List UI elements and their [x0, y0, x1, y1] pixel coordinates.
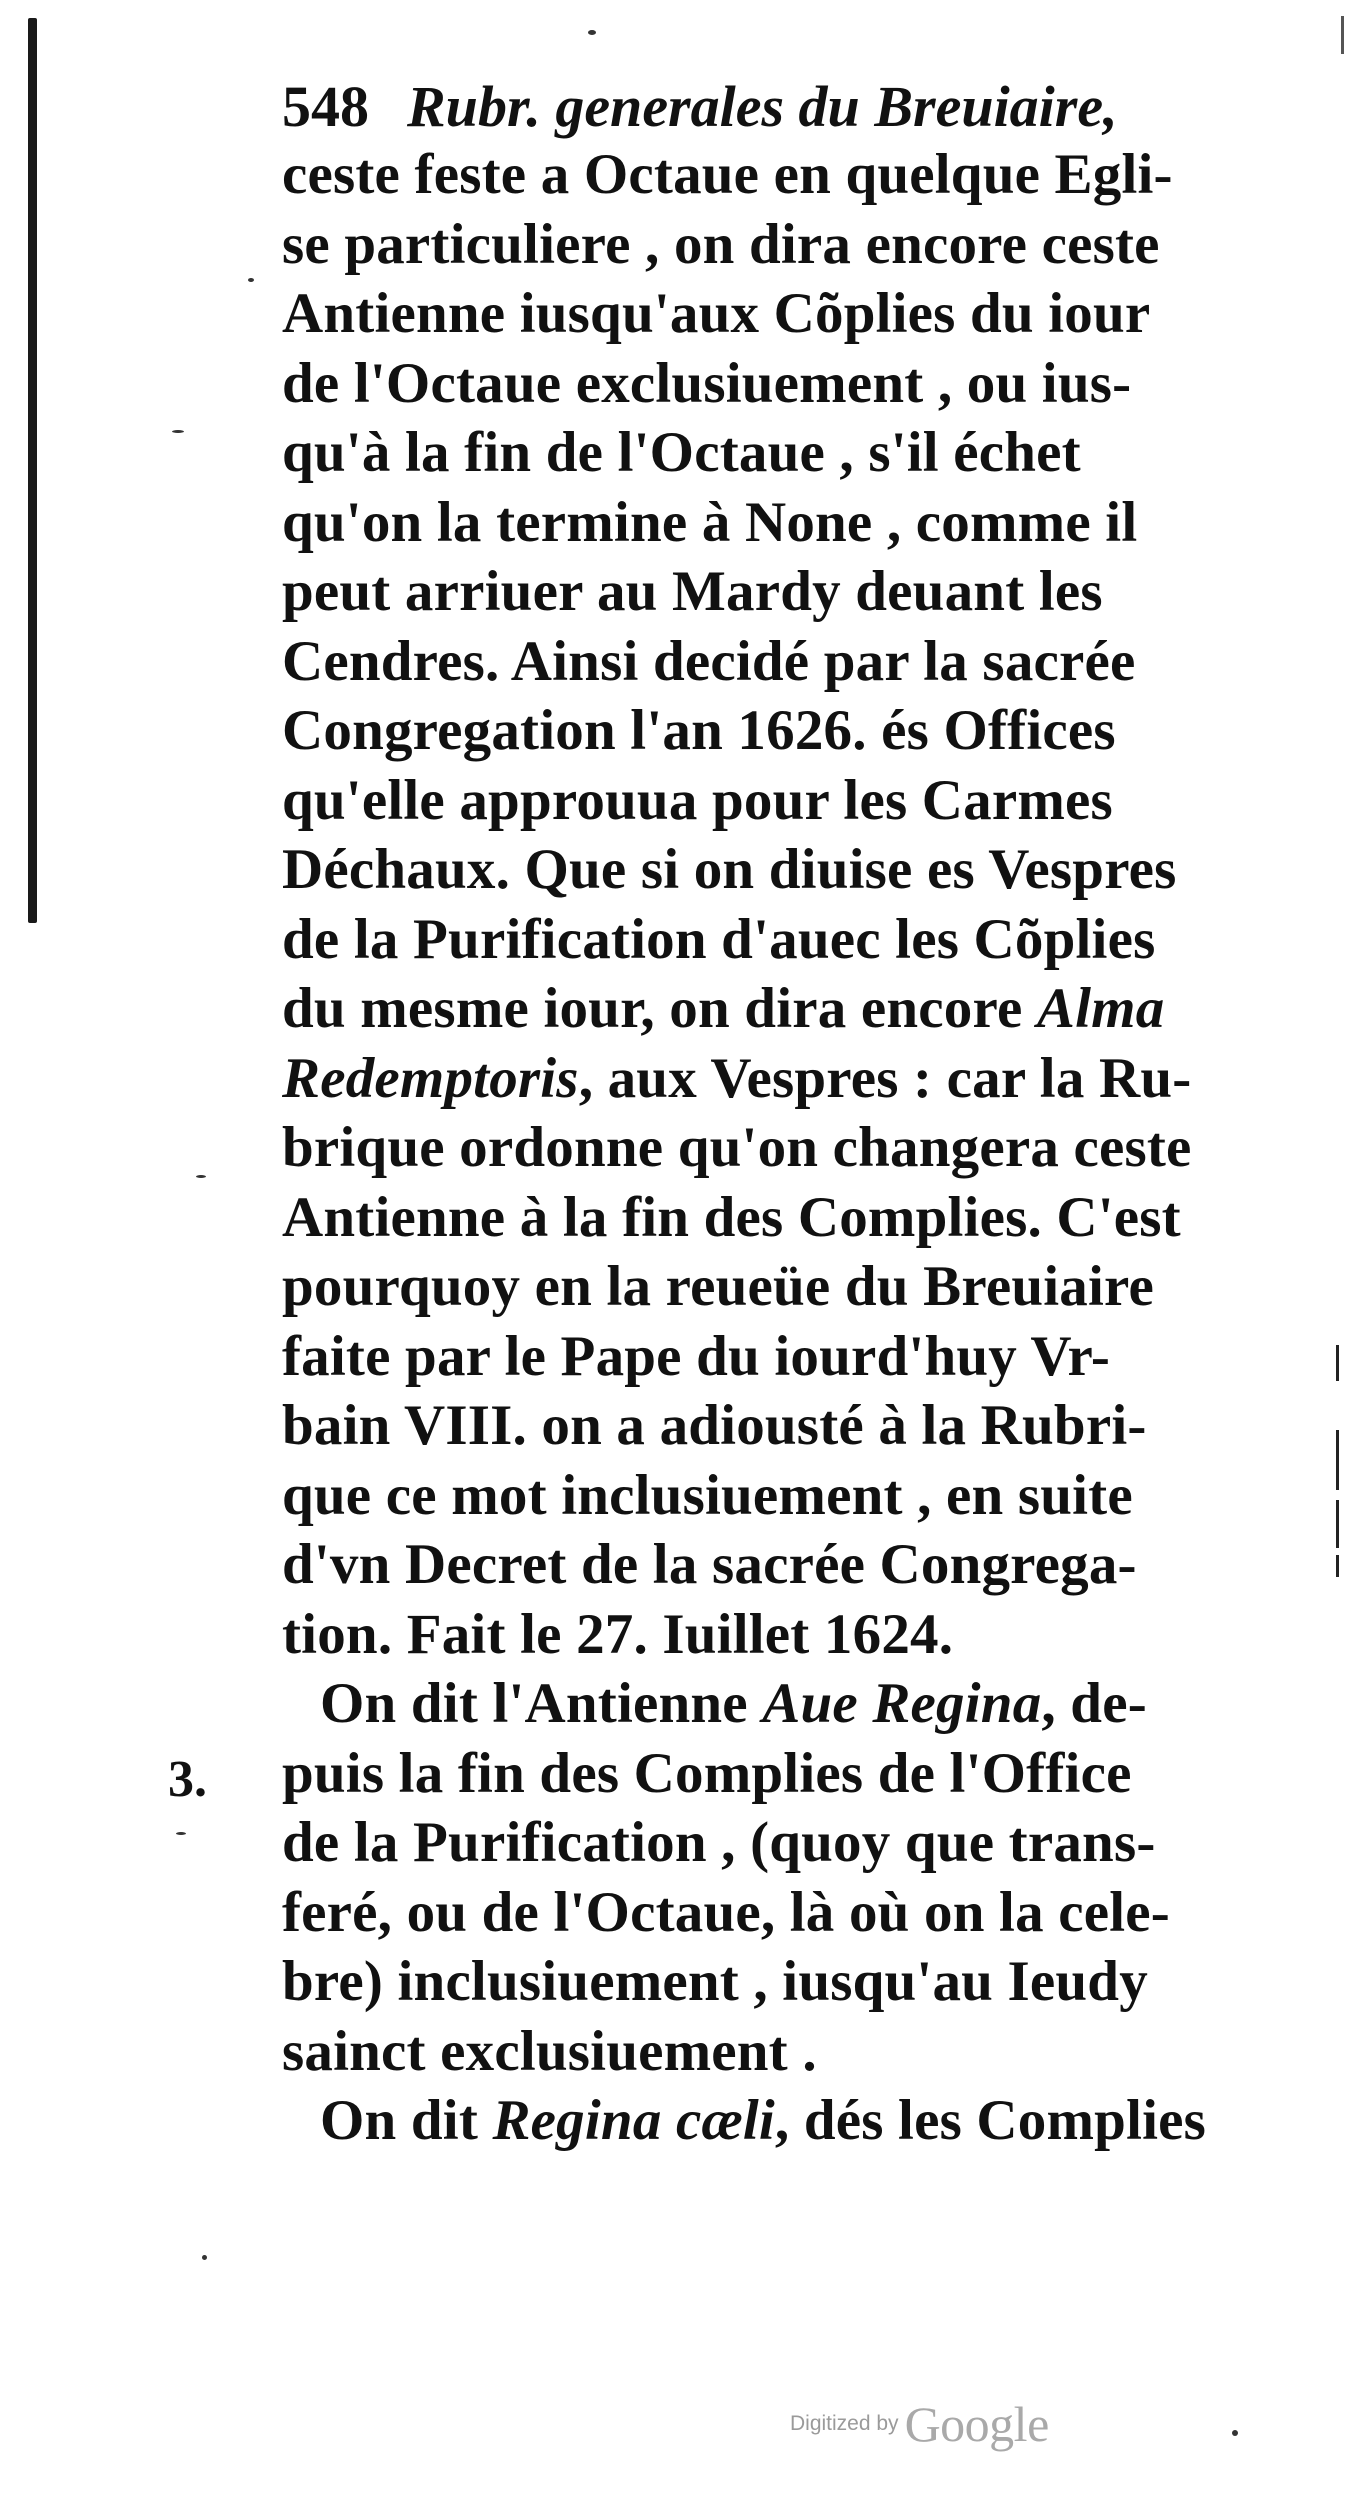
text-line — [282, 349, 1262, 419]
text-line — [282, 1808, 1262, 1878]
text-segment: Déchaux. Que si on diuise es Vespres — [282, 838, 1177, 901]
ink-speck — [196, 1175, 206, 1178]
body-text — [282, 140, 1262, 2156]
digitization-watermark — [790, 2395, 1049, 2455]
text-segment: puis la fin des Complies de l'Office — [282, 1741, 1132, 1805]
text-segment: peut arriuer au Mardy deuant les — [282, 560, 1103, 623]
text-segment: que ce mot inclusiuement , en suite — [282, 1463, 1133, 1527]
text-line — [282, 1739, 1262, 1809]
text-segment: du mesme iour, on dira encore — [282, 977, 1037, 1040]
text-line — [282, 1600, 1262, 1670]
text-segment: tion. Fait le 27. Iuillet 1624. — [282, 1602, 954, 1666]
text-line — [282, 210, 1262, 280]
text-segment: On dit l'Antienne — [320, 1672, 763, 1735]
text-segment: pourquoy en la reueüe du Breuiaire — [282, 1255, 1154, 1318]
right-edge-mark — [1341, 16, 1344, 54]
text-line — [282, 766, 1262, 836]
italic-text: Redemptoris — [282, 1046, 579, 1110]
margin-mark — [1336, 1345, 1339, 1381]
text-line — [282, 1391, 1262, 1461]
text-line — [282, 1947, 1262, 2017]
text-segment: bre) inclusiuement , iusqu'au Ieudy — [282, 1950, 1148, 2013]
margin-mark — [1336, 1430, 1339, 1490]
text-line — [282, 2017, 1262, 2087]
text-segment: sainct exclusiuement . — [282, 2019, 817, 2083]
italic-text: Regina cæli — [492, 2089, 775, 2152]
text-line — [282, 1183, 1262, 1253]
text-segment: brique ordonne qu'on changera ceste — [282, 1116, 1192, 1179]
binding-edge — [28, 18, 37, 923]
paragraph-number: 3. — [168, 1751, 207, 1808]
italic-text: Aue Regina — [762, 1672, 1042, 1735]
text-segment: de la Purification d'auec les Cõplies — [282, 907, 1156, 971]
google-logo: Google — [904, 2396, 1049, 2452]
margin-mark — [1336, 1555, 1339, 1577]
text-line — [282, 627, 1262, 697]
margin-mark — [1336, 1500, 1339, 1548]
text-line — [282, 557, 1262, 627]
ink-speck — [172, 430, 184, 433]
ink-speck — [248, 278, 254, 282]
text-segment: Antienne à la fin des Complies. C'est — [282, 1185, 1181, 1249]
ink-speck — [1232, 2430, 1238, 2436]
text-segment: qu'à la fin de l'Octaue , s'il échet — [282, 421, 1081, 484]
text-line — [282, 1461, 1262, 1531]
text-line — [282, 905, 1262, 975]
text-segment: qu'elle approuua pour les Carmes — [282, 768, 1113, 832]
text-segment: faite par le Pape du iourd'huy Vr- — [282, 1324, 1111, 1388]
text-line — [282, 1113, 1262, 1183]
text-line — [282, 696, 1262, 766]
text-line — [282, 1252, 1262, 1322]
text-line — [282, 1878, 1262, 1948]
watermark-prefix: Digitized by — [790, 2412, 899, 2435]
text-segment: , de- — [1041, 1672, 1147, 1735]
text-line — [282, 2086, 1262, 2156]
text-line — [282, 1044, 1262, 1114]
text-segment: d'vn Decret de la sacrée Congrega- — [282, 1533, 1137, 1596]
running-title: Rubr. generales du Breuiaire, — [407, 74, 1118, 139]
running-head — [282, 72, 1262, 142]
text-segment: Congregation l'an 1626. és Offices — [282, 699, 1116, 762]
ink-speck — [176, 1832, 186, 1835]
text-segment: ceste feste a Octaue en quelque Egli- — [282, 143, 1173, 206]
text-segment: qu'on la termine à None , comme il — [282, 490, 1138, 554]
text-line — [282, 1669, 1262, 1739]
text-line — [282, 974, 1262, 1044]
text-line — [282, 835, 1262, 905]
italic-text: Alma — [1036, 977, 1165, 1040]
text-line — [282, 1530, 1262, 1600]
text-line — [282, 140, 1262, 210]
page-number: 548 — [282, 74, 369, 139]
text-segment: , dés les Complies — [774, 2089, 1207, 2152]
text-line — [282, 418, 1262, 488]
text-segment: Antienne iusqu'aux Cõplies du iour — [282, 282, 1151, 345]
ink-speck — [202, 2255, 207, 2260]
text-segment: feré, ou de l'Octaue, là où on la cele- — [282, 1880, 1170, 1944]
text-segment: On dit — [320, 2089, 493, 2152]
text-line — [282, 279, 1262, 349]
text-line — [282, 488, 1262, 558]
text-segment: bain VIII. on a adiousté à la Rubri- — [282, 1394, 1147, 1457]
text-segment: se particuliere , on dira encore ceste — [282, 212, 1160, 276]
text-segment: Cendres. Ainsi decidé par la sacrée — [282, 629, 1136, 693]
text-segment: , aux Vespres : car la Ru- — [578, 1046, 1192, 1110]
text-segment: de l'Octaue exclusiuement , ou ius- — [282, 351, 1132, 415]
text-line — [282, 1322, 1262, 1392]
text-segment: de la Purification , (quoy que trans- — [282, 1811, 1156, 1874]
ink-speck — [588, 30, 596, 35]
